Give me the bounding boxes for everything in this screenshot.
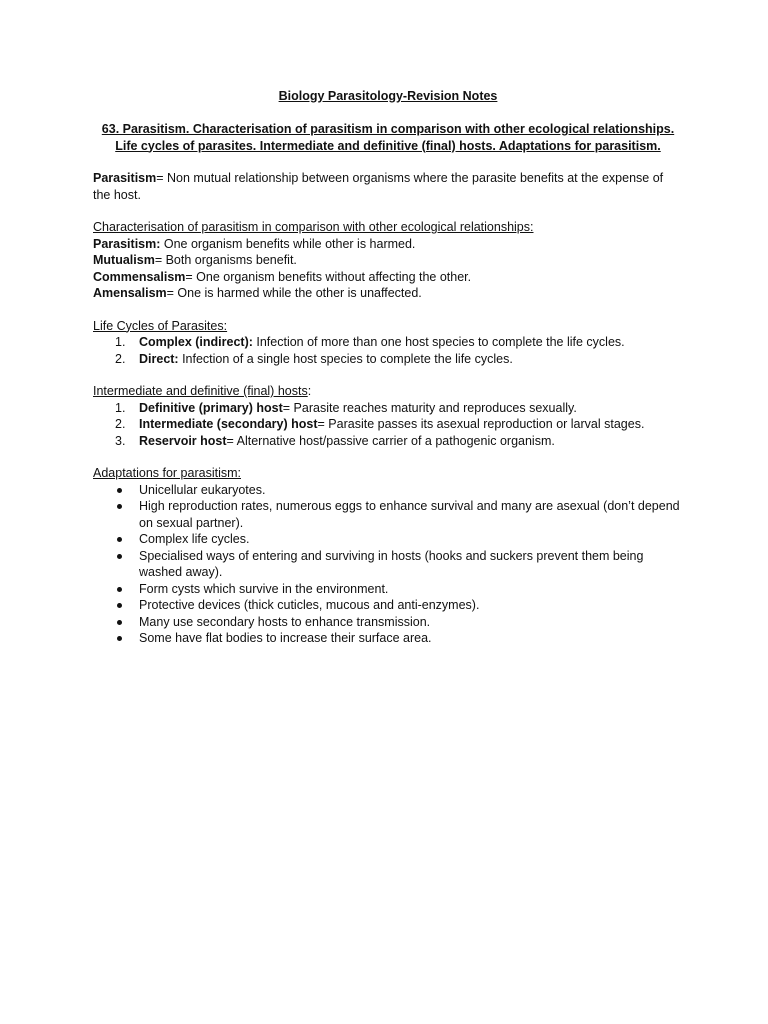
list-item-text: Infection of more than one host species to complete the life cycles.	[252, 335, 625, 349]
life-cycles-section	[93, 318, 683, 368]
hosts-list	[93, 400, 683, 450]
parasitism-definition	[93, 170, 683, 203]
list-item	[93, 498, 683, 531]
relationship-text: = One organism benefits without affecting the other.	[185, 269, 472, 284]
bullet-icon	[117, 504, 122, 509]
list-item-text: = Parasite passes its asexual reproduction or larval stages.	[317, 417, 645, 431]
list-number: 2.	[115, 417, 126, 431]
life-cycles-heading: Life Cycles of Parasites:	[93, 318, 228, 333]
hosts-heading: Intermediate and definitive (final) hosts	[93, 384, 308, 398]
bullet-icon	[117, 554, 122, 559]
document-title: Biology Parasitology-Revision Notes	[278, 89, 498, 103]
characterisation-heading: Characterisation of parasitism in comparison with other ecological relationships:	[93, 220, 534, 234]
list-item	[93, 630, 683, 647]
list-item-text: Specialised ways of entering and surviving in hosts (hooks and suckers prevent them being washed away).	[139, 548, 644, 579]
relationship-term: Amensalism	[93, 286, 167, 300]
bullet-icon	[117, 488, 122, 493]
relationship-term: Mutualism	[93, 253, 155, 267]
list-item	[93, 416, 683, 433]
list-item	[93, 531, 683, 548]
relationship-item	[93, 252, 683, 269]
list-item	[93, 614, 683, 631]
relationship-item	[93, 236, 683, 253]
relationship-text: One organism benefits while other is harmed.	[160, 236, 416, 251]
adaptations-list	[93, 482, 683, 647]
list-item-term: Complex (indirect):	[139, 335, 253, 349]
list-number: 1.	[115, 335, 126, 349]
list-item-text: Form cysts which survive in the environment.	[139, 581, 389, 596]
list-item-text: Protective devices (thick cuticles, mucous and anti-enzymes).	[139, 598, 480, 612]
relationship-term: Parasitism:	[93, 236, 161, 251]
relationship-text: = One is harmed while the other is unaffected.	[166, 286, 422, 300]
adaptations-section	[93, 465, 683, 647]
characterisation-section	[93, 219, 683, 302]
list-item-term: Definitive (primary) host	[139, 400, 283, 415]
list-item-text: Some have flat bodies to increase their surface area.	[139, 631, 432, 645]
section-heading	[93, 121, 683, 154]
list-item-text: Infection of a single host species to complete the life cycles.	[178, 351, 513, 366]
relationship-text: = Both organisms benefit.	[154, 253, 297, 267]
list-item-text: = Alternative host/passive carrier of a pathogenic organism.	[226, 433, 555, 448]
section-heading-line-2: Life cycles of parasites. Intermediate and definitive (final) hosts. Adaptations for parasitism.	[115, 138, 661, 153]
bullet-icon	[117, 636, 122, 641]
list-item-text: Many use secondary hosts to enhance transmission.	[139, 614, 431, 629]
list-number: 2.	[115, 351, 126, 366]
hosts-section	[93, 383, 683, 449]
list-item	[93, 400, 683, 417]
bullet-icon	[117, 537, 122, 542]
list-number: 3.	[115, 433, 126, 448]
definition-term: Parasitism	[93, 171, 157, 185]
relationship-item	[93, 269, 683, 286]
definition-text: = Non mutual relationship between organisms where the parasite benefits at the expense of the host.	[93, 171, 664, 202]
bullet-icon	[117, 587, 122, 592]
list-item	[93, 482, 683, 499]
adaptations-heading: Adaptations for parasitism:	[93, 466, 241, 480]
list-item-text: High reproduction rates, numerous eggs to enhance survival and many are asexual (don’t depend on sexual partner).	[139, 499, 680, 530]
list-item-text: Unicellular eukaryotes.	[139, 482, 266, 497]
bullet-icon	[117, 603, 122, 608]
list-item	[93, 351, 683, 368]
section-heading-line-1: 63. Parasitism. Characterisation of parasitism in comparison with other ecological relationships.	[101, 122, 675, 136]
list-item	[93, 433, 683, 450]
list-item-term: Intermediate (secondary) host	[139, 417, 318, 431]
list-item-text: Complex life cycles.	[139, 532, 250, 546]
list-item	[93, 334, 683, 351]
list-item-text: = Parasite reaches maturity and reproduces sexually.	[282, 400, 577, 415]
document-body	[93, 88, 683, 647]
life-cycles-list	[93, 334, 683, 367]
hosts-heading-suffix: :	[307, 384, 312, 398]
list-item	[93, 581, 683, 598]
list-number: 1.	[115, 400, 126, 415]
relationship-item	[93, 285, 683, 302]
list-item	[93, 597, 683, 614]
hosts-heading-row	[93, 383, 683, 400]
list-item-term: Reservoir host	[139, 433, 227, 448]
list-item-term: Direct:	[139, 351, 179, 366]
relationship-term: Commensalism	[93, 269, 186, 284]
bullet-icon	[117, 620, 122, 625]
list-item	[93, 548, 683, 581]
